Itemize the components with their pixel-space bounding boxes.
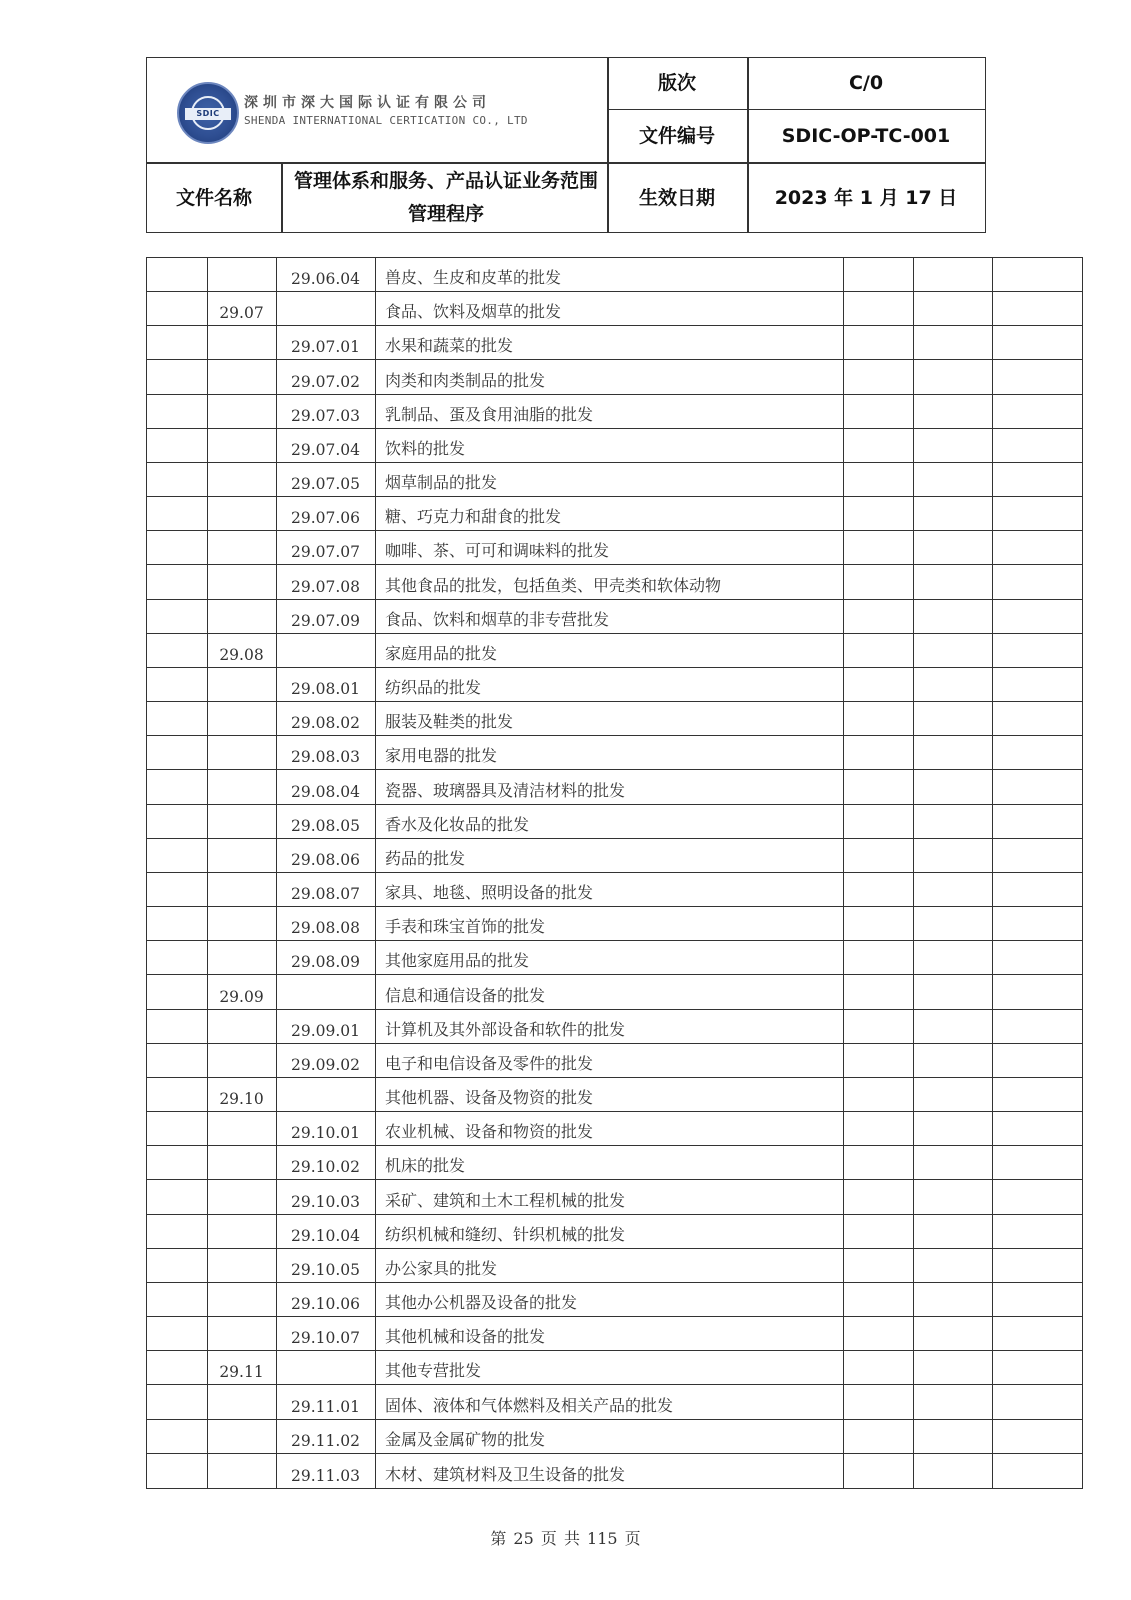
table-row — [147, 1283, 1082, 1317]
subcategory-code-cell: 29.07 — [219, 304, 264, 323]
description-cell: 水果和蔬菜的批发 — [385, 336, 514, 356]
table-row — [147, 395, 1082, 429]
effective-date-value: 2023 年 1 月 17 日 — [774, 186, 958, 209]
subcategory-code-cell — [207, 702, 276, 735]
subcategory-code-cell — [207, 1454, 276, 1488]
table-row — [147, 1351, 1082, 1385]
table-row — [147, 292, 1082, 326]
description-cell: 肉类和肉类制品的批发 — [385, 370, 546, 390]
subcategory-code-cell — [207, 395, 276, 428]
table-row — [147, 941, 1082, 975]
table-row — [147, 907, 1082, 941]
table-row — [147, 771, 1082, 805]
subcategory-code-cell — [207, 361, 276, 394]
table-row — [147, 1181, 1082, 1215]
item-code-cell: 29.10.04 — [290, 1226, 361, 1245]
subcategory-code-cell — [207, 600, 276, 633]
item-code-cell: 29.08.01 — [290, 680, 361, 699]
item-code-cell: 29.11.01 — [290, 1397, 361, 1416]
company-name-cn: 深圳市深大国际认证有限公司 — [244, 95, 491, 111]
description-cell: 香水及化妆品的批发 — [385, 814, 530, 834]
item-code-cell: 29.07.04 — [290, 440, 361, 459]
table-row — [147, 1420, 1082, 1454]
item-code-cell — [276, 1351, 375, 1384]
item-code-cell: 29.07.02 — [290, 372, 361, 391]
company-name-en: SHENDA INTERNATIONAL CERTICATION CO., LTD — [244, 114, 528, 127]
item-code-cell: 29.10.07 — [290, 1329, 361, 1348]
company-logo — [177, 82, 597, 148]
table-row — [147, 1112, 1082, 1146]
table-row — [147, 1044, 1082, 1078]
description-cell: 药品的批发 — [385, 848, 466, 868]
description-cell: 家庭用品的批发 — [385, 643, 498, 663]
description-cell: 饮料的批发 — [385, 438, 466, 458]
item-code-cell: 29.07.06 — [290, 509, 361, 528]
description-cell: 其他家庭用品的批发 — [385, 951, 530, 971]
table-row — [147, 805, 1082, 839]
item-code-cell: 29.09.02 — [290, 1055, 361, 1074]
item-code-cell: 29.08.06 — [290, 850, 361, 869]
item-code-cell: 29.10.01 — [290, 1124, 361, 1143]
item-code-cell — [276, 976, 375, 1009]
table-row — [147, 1078, 1082, 1112]
subcategory-code-cell — [207, 668, 276, 701]
description-cell: 瓷器、玻璃器具及清洁材料的批发 — [385, 780, 626, 800]
table-row — [147, 497, 1082, 531]
description-cell: 电子和电信设备及零件的批发 — [385, 1053, 594, 1073]
subcategory-code-cell — [207, 839, 276, 872]
item-code-cell — [276, 1078, 375, 1111]
subcategory-code-cell — [207, 771, 276, 804]
table-row — [147, 634, 1082, 668]
table-row — [147, 1215, 1082, 1249]
description-cell: 固体、液体和气体燃料及相关产品的批发 — [385, 1395, 674, 1415]
effective-date-label: 生效日期 — [638, 186, 715, 209]
subcategory-code-cell — [207, 429, 276, 462]
table-row — [147, 668, 1082, 702]
table-row — [147, 429, 1082, 463]
subcategory-code-cell — [207, 736, 276, 769]
description-cell: 手表和珠宝首饰的批发 — [385, 917, 546, 937]
subcategory-code-cell — [207, 941, 276, 974]
description-cell: 纺织机械和缝纫、针织机械的批发 — [385, 1224, 626, 1244]
item-code-cell: 29.11.02 — [290, 1431, 361, 1450]
doc-number-value: SDIC-OP-TC-001 — [781, 124, 951, 147]
description-cell: 计算机及其外部设备和软件的批发 — [385, 1019, 626, 1039]
table-row — [147, 873, 1082, 907]
globe-logo-icon: SDIC — [177, 82, 239, 144]
description-cell: 咖啡、茶、可可和调味料的批发 — [385, 541, 610, 561]
item-code-cell: 29.10.06 — [290, 1295, 361, 1314]
subcategory-code-cell — [207, 1044, 276, 1077]
subcategory-code-cell: 29.10 — [219, 1090, 264, 1109]
edition-value: C/0 — [848, 72, 884, 94]
description-cell: 其他机械和设备的批发 — [385, 1327, 546, 1347]
item-code-cell: 29.08.03 — [290, 748, 361, 767]
item-code-cell: 29.10.05 — [290, 1260, 361, 1279]
subcategory-code-cell — [207, 1249, 276, 1282]
description-cell: 其他食品的批发，包括鱼类、甲壳类和软体动物 — [385, 575, 722, 595]
subcategory-code-cell — [207, 1283, 276, 1316]
subcategory-code-cell — [207, 1181, 276, 1214]
item-code-cell: 29.07.07 — [290, 543, 361, 562]
subcategory-code-cell — [207, 531, 276, 564]
table-row — [147, 531, 1082, 565]
item-code-cell: 29.07.05 — [290, 475, 361, 494]
description-cell: 办公家具的批发 — [385, 1258, 498, 1278]
description-cell: 食品、饮料和烟草的非专营批发 — [385, 609, 610, 629]
description-cell: 信息和通信设备的批发 — [385, 985, 546, 1005]
page-number: 第 25 页 共 115 页 — [490, 1529, 641, 1548]
item-code-cell: 29.07.08 — [290, 577, 361, 596]
description-cell: 其他专营批发 — [385, 1361, 482, 1381]
table-row — [147, 1386, 1082, 1420]
table-row — [147, 600, 1082, 634]
item-code-cell: 29.10.03 — [290, 1192, 361, 1211]
subcategory-code-cell — [207, 258, 276, 291]
description-cell: 兽皮、生皮和皮革的批发 — [385, 268, 562, 288]
item-code-cell: 29.08.08 — [290, 919, 361, 938]
scope-table — [146, 257, 1083, 1489]
description-cell: 服装及鞋类的批发 — [385, 712, 514, 732]
subcategory-code-cell — [207, 907, 276, 940]
item-code-cell: 29.06.04 — [290, 270, 361, 289]
doc-name-label: 文件名称 — [175, 186, 252, 209]
table-row — [147, 976, 1082, 1010]
subcategory-code-cell — [207, 1112, 276, 1145]
item-code-cell: 29.10.02 — [290, 1158, 361, 1177]
subcategory-code-cell — [207, 497, 276, 530]
description-cell: 其他办公机器及设备的批发 — [385, 1293, 578, 1313]
subcategory-code-cell — [207, 1146, 276, 1179]
table-row — [147, 839, 1082, 873]
table-row — [147, 258, 1082, 292]
subcategory-code-cell — [207, 873, 276, 906]
item-code-cell: 29.08.04 — [290, 782, 361, 801]
document-header — [146, 57, 986, 233]
table-row — [147, 1454, 1082, 1488]
table-row — [147, 736, 1082, 770]
item-code-cell — [276, 292, 375, 325]
description-cell: 烟草制品的批发 — [385, 473, 498, 493]
item-code-cell: 29.07.09 — [290, 611, 361, 630]
description-cell: 机床的批发 — [385, 1156, 466, 1176]
item-code-cell: 29.08.07 — [290, 885, 361, 904]
description-cell: 其他机器、设备及物资的批发 — [385, 1088, 594, 1108]
table-row — [147, 702, 1082, 736]
table-row — [147, 361, 1082, 395]
description-cell: 农业机械、设备和物资的批发 — [385, 1122, 594, 1142]
description-cell: 家用电器的批发 — [385, 746, 498, 766]
description-cell: 采矿、建筑和土木工程机械的批发 — [385, 1190, 626, 1210]
description-cell: 乳制品、蛋及食用油脂的批发 — [385, 404, 594, 424]
subcategory-code-cell: 29.09 — [219, 987, 264, 1006]
item-code-cell: 29.08.02 — [290, 714, 361, 733]
subcategory-code-cell: 29.11 — [219, 1363, 264, 1382]
subcategory-code-cell: 29.08 — [219, 645, 264, 664]
subcategory-code-cell — [207, 805, 276, 838]
subcategory-code-cell — [207, 463, 276, 496]
subcategory-code-cell — [207, 1420, 276, 1453]
item-code-cell: 29.07.03 — [290, 406, 361, 425]
table-row — [147, 326, 1082, 360]
subcategory-code-cell — [207, 326, 276, 359]
table-row — [147, 1249, 1082, 1283]
doc-number-label: 文件编号 — [638, 124, 715, 147]
description-cell: 家具、地毯、照明设备的批发 — [385, 883, 594, 903]
description-cell: 木材、建筑材料及卫生设备的批发 — [385, 1464, 626, 1484]
table-row — [147, 566, 1082, 600]
item-code-cell: 29.11.03 — [290, 1466, 361, 1485]
table-row — [147, 1317, 1082, 1351]
item-code-cell: 29.08.09 — [290, 953, 361, 972]
item-code-cell: 29.08.05 — [290, 816, 361, 835]
item-code-cell: 29.09.01 — [290, 1021, 361, 1040]
subcategory-code-cell — [207, 1317, 276, 1350]
subcategory-code-cell — [207, 566, 276, 599]
item-code-cell: 29.07.01 — [290, 338, 361, 357]
subcategory-code-cell — [207, 1010, 276, 1043]
edition-label: 版次 — [657, 72, 696, 94]
table-row — [147, 463, 1082, 497]
subcategory-code-cell — [207, 1215, 276, 1248]
description-cell: 金属及金属矿物的批发 — [385, 1429, 546, 1449]
subcategory-code-cell — [207, 1386, 276, 1419]
description-cell: 糖、巧克力和甜食的批发 — [385, 507, 562, 527]
description-cell: 纺织品的批发 — [385, 678, 482, 698]
doc-name-value: 管理体系和服务、产品认证业务范围管理程序 — [293, 170, 598, 225]
description-cell: 食品、饮料及烟草的批发 — [385, 302, 562, 322]
table-row — [147, 1010, 1082, 1044]
item-code-cell — [276, 634, 375, 667]
table-row — [147, 1146, 1082, 1180]
